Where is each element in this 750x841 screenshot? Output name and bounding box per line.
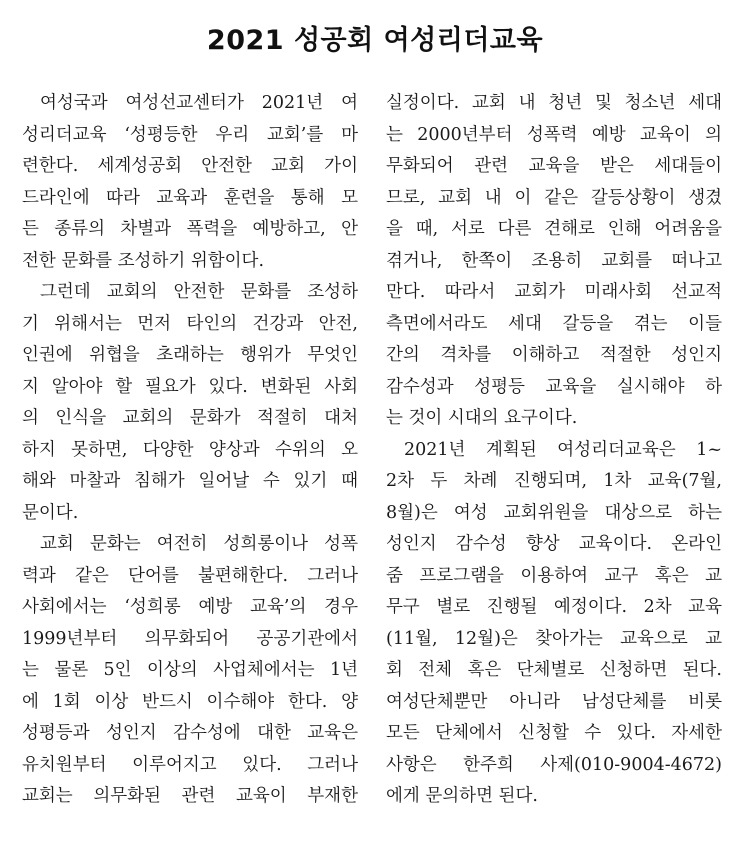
- body-text-line: 만다. 따라서 교회가 미래사회 선교적: [386, 282, 722, 302]
- body-text-line: 1999년부터 의무화되어 공공기관에서: [22, 628, 358, 649]
- body-text-line: 2차 두 차례 진행되며, 1차 교육(7월,: [386, 471, 722, 491]
- body-text-line: 력과 같은 단어를 불편해한다. 그러나: [22, 565, 358, 586]
- body-text-line: 하지 못하면, 다양한 양상과 수위의 오: [22, 439, 358, 460]
- article-column-left: [22, 88, 358, 813]
- body-text-line: 해와 마찰과 침해가 일어날 수 있기 때: [22, 471, 358, 491]
- body-text-line: 에게 문의하면 된다.: [386, 786, 538, 806]
- article-title: 2021 성공회 여성리더교육: [206, 25, 544, 56]
- body-text-line: 므로, 교회 내 이 같은 갈등상황이 생겼: [386, 187, 722, 208]
- body-text-line: 든 종류의 차별과 폭력을 예방하고, 안: [22, 219, 358, 239]
- body-text-line: 전한 문화를 조성하기 위함이다.: [22, 250, 265, 271]
- body-text-line: 에 1회 이상 반드시 이수해야 한다. 양: [22, 691, 358, 712]
- body-text-line: 실정이다. 교회 내 청년 및 청소년 세대: [386, 93, 722, 113]
- body-text-line: 는 것이 시대의 요구이다.: [386, 408, 578, 428]
- body-text-line: 성평등과 성인지 감수성에 대한 교육은: [22, 723, 358, 743]
- body-text-line: 드라인에 따라 교육과 훈련을 통해 모: [22, 187, 358, 208]
- body-text-line: 련한다. 세계성공회 안전한 교회 가이: [22, 156, 358, 176]
- body-text-line: 여성국과 여성선교센터가 2021년 여: [40, 93, 358, 113]
- body-text-line: 는 물론 5인 이상의 사업체에서는 1년: [22, 660, 358, 680]
- article-column-right: [386, 88, 722, 813]
- body-text-line: 무구 별로 진행될 예정이다. 2차 교육: [386, 597, 722, 617]
- body-text-line: 인권에 위협을 초래하는 행위가 무엇인: [22, 345, 358, 365]
- body-text-line: 유치원부터 이루어지고 있다. 그러나: [22, 754, 358, 775]
- body-text-line: 지 알아야 할 필요가 있다. 변화된 사회: [22, 376, 358, 397]
- body-text-line: 겪거나, 한쪽이 조용히 교회를 떠나고: [386, 250, 722, 271]
- body-text-line: 모든 단체에서 신청할 수 있다. 자세한: [386, 723, 722, 743]
- body-text-line: 그런데 교회의 안전한 문화를 조성하: [40, 282, 358, 302]
- body-text-line: 성리더교육 ‘성평등한 우리 교회’를 마: [22, 124, 358, 145]
- body-text-line: 간의 격차를 이해하고 적절한 성인지: [386, 345, 722, 365]
- body-text-line: 기 위해서는 먼저 타인의 건강과 안전,: [22, 313, 358, 334]
- body-text-line: (11월, 12월)은 찾아가는 교육으로 교: [386, 628, 722, 649]
- body-text-line: 측면에서라도 세대 갈등을 겪는 이들: [386, 313, 722, 334]
- body-text-line: 무화되어 관련 교육을 받은 세대들이: [386, 156, 722, 176]
- body-text-line: 사회에서는 ‘성희롱 예방 교육’의 경우: [22, 597, 358, 617]
- body-text-line: 사항은 한주희 사제(010-9004-4672): [386, 754, 722, 775]
- body-text-line: 2021년 계획된 여성리더교육은 1~: [404, 439, 722, 460]
- body-text-line: 여성단체뿐만 아니라 남성단체를 비롯: [386, 691, 722, 712]
- body-text-line: 감수성과 성평등 교육을 실시해야 하: [386, 376, 722, 397]
- body-text-line: 문이다.: [22, 502, 79, 523]
- body-text-line: 을 때, 서로 다른 견해로 인해 어려움을: [386, 219, 722, 239]
- body-text-line: 회 전체 혹은 단체별로 신청하면 된다.: [386, 660, 722, 680]
- body-text-line: 교회는 의무화된 관련 교육이 부재한: [22, 786, 358, 806]
- body-text-line: 교회 문화는 여전히 성희롱이나 성폭: [40, 534, 358, 554]
- body-text-line: 는 2000년부터 성폭력 예방 교육이 의: [386, 124, 722, 145]
- body-text-line: 성인지 감수성 향상 교육이다. 온라인: [386, 534, 722, 554]
- body-text-line: 의 인식을 교회의 문화가 적절히 대처: [22, 408, 358, 428]
- body-text-line: 줌 프로그램을 이용하여 교구 혹은 교: [386, 565, 722, 586]
- body-text-line: 8월)은 여성 교회위원을 대상으로 하는: [386, 502, 722, 523]
